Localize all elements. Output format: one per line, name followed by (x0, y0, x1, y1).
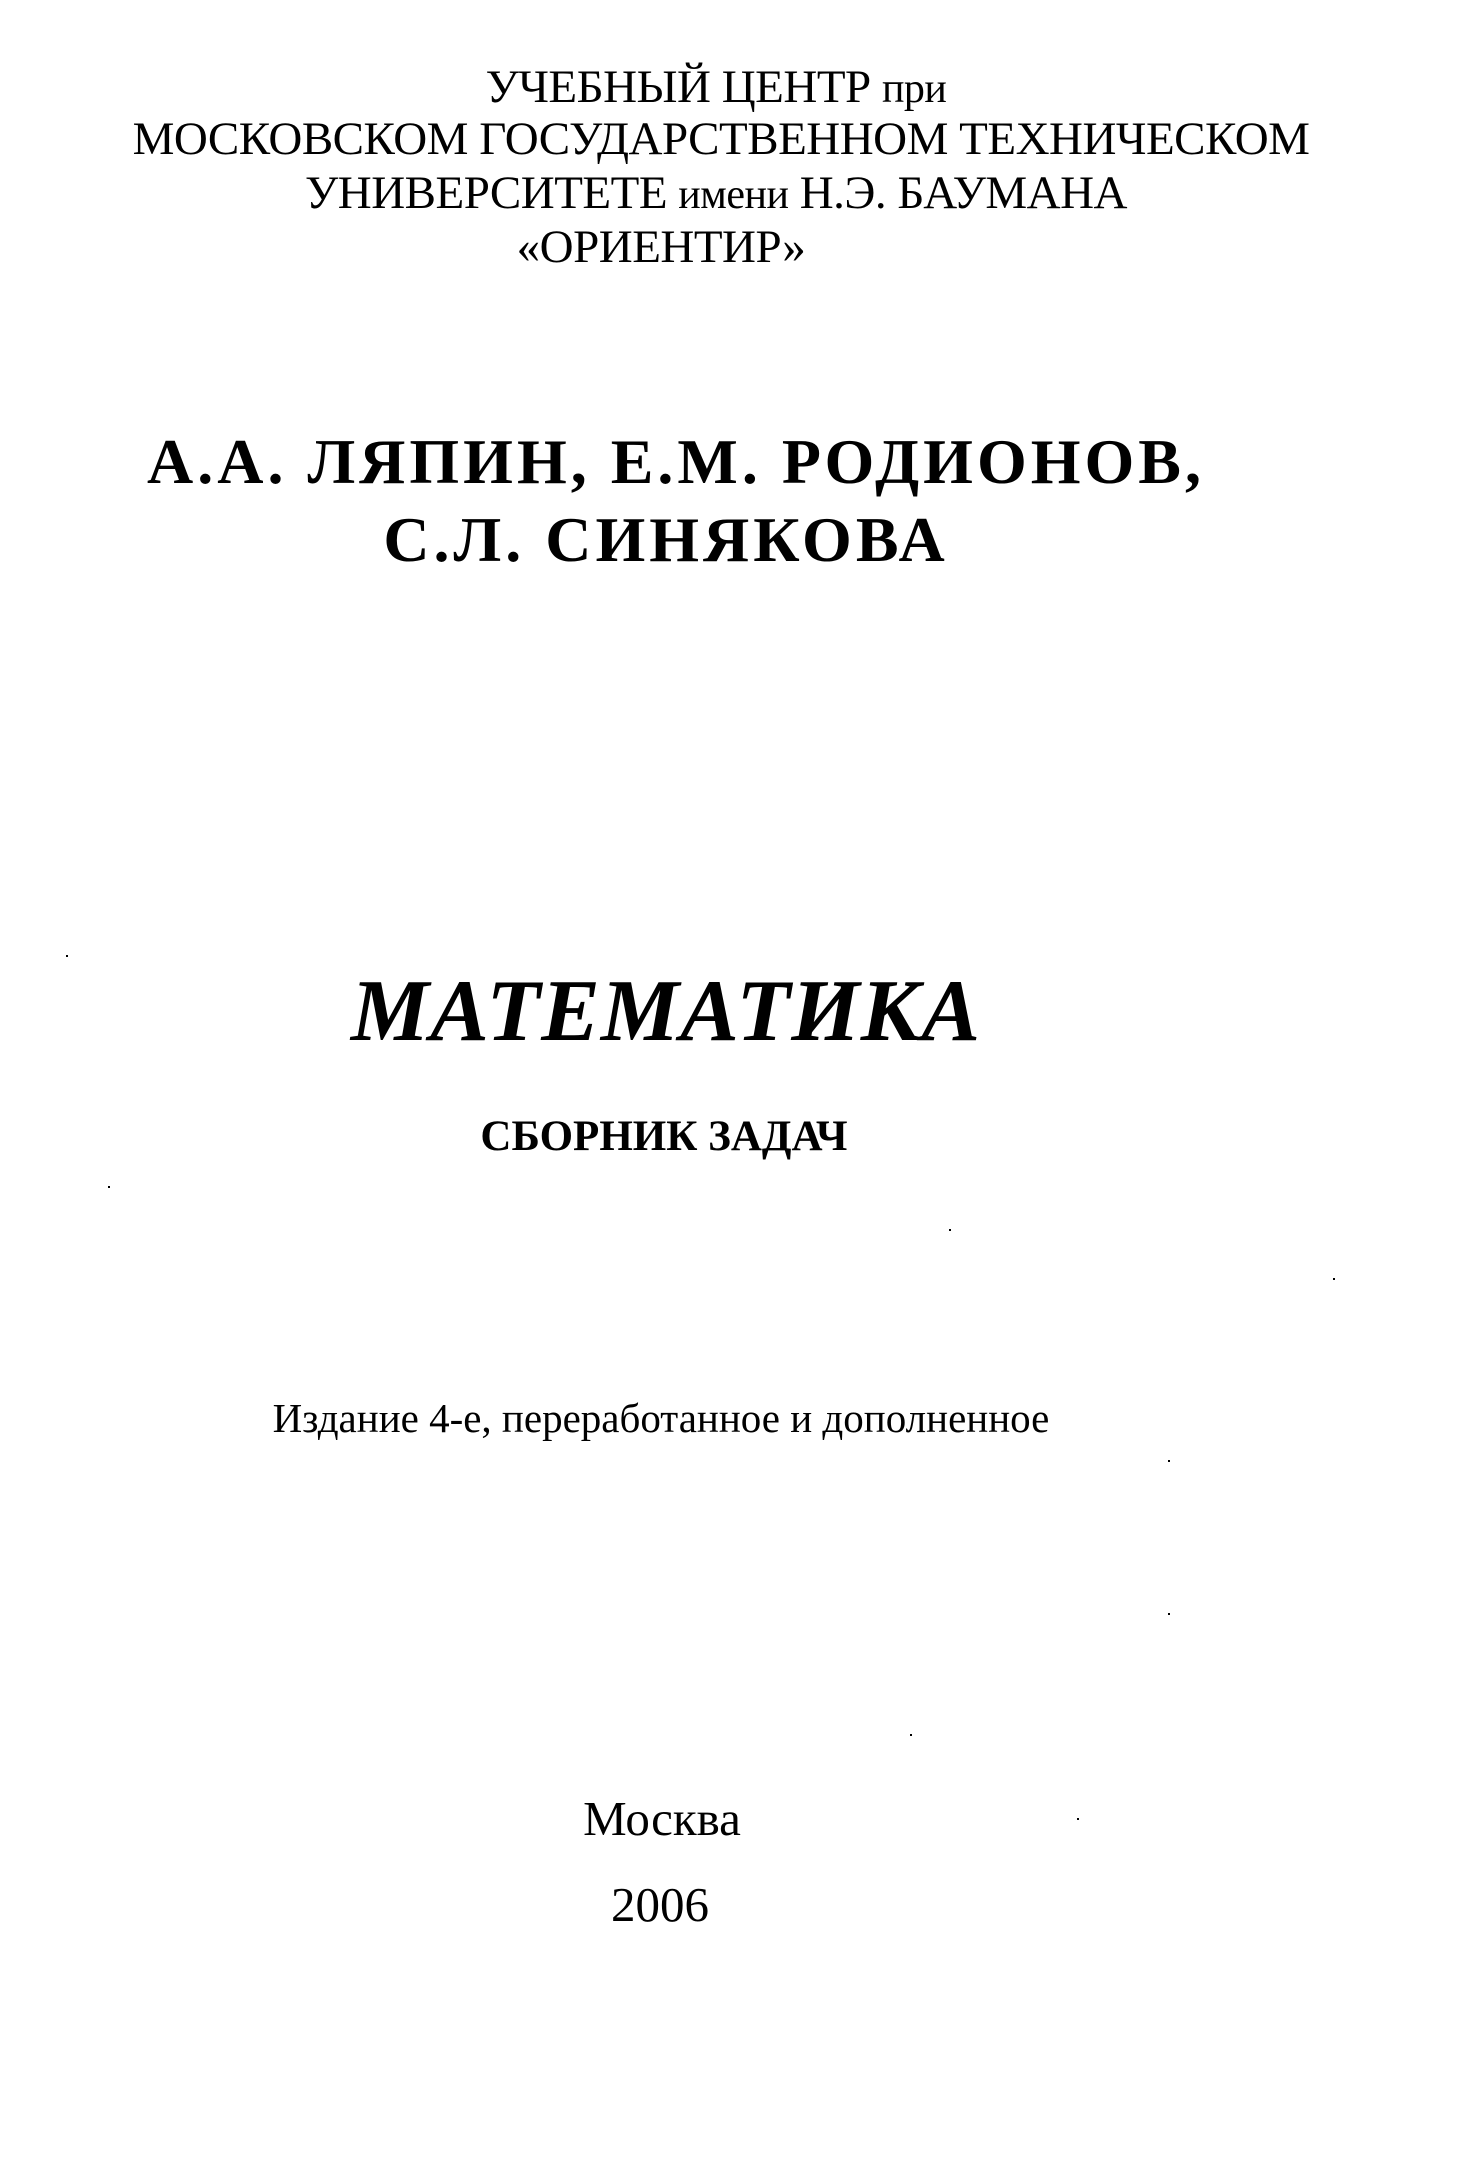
publisher-line-4: «ОРИЕНТИР» (516, 221, 806, 273)
scan-speck (66, 955, 68, 957)
publication-year: 2006 (611, 1877, 709, 1932)
publisher-preposition: при (881, 66, 947, 112)
scan-speck (1333, 1278, 1335, 1280)
scan-speck (108, 1186, 110, 1188)
authors-line-2: С.Л. СИНЯКОВА (383, 504, 949, 575)
publisher-center: УЧЕБНЫЙ ЦЕНТР (485, 61, 871, 113)
publisher-bauman: Н.Э. БАУМАНА (799, 167, 1127, 219)
book-title: МАТЕМАТИКА (350, 963, 982, 1060)
scan-speck (1168, 1460, 1170, 1462)
edition-note: Издание 4-е, переработанное и дополненное (272, 1395, 1050, 1441)
scan-speck (949, 1229, 951, 1231)
publisher-line-3 (0, 167, 1452, 219)
publisher-named: имени (678, 172, 789, 218)
authors-line-1: А.А. ЛЯПИН, Е.М. РОДИОНОВ, (147, 426, 1205, 497)
scan-speck (910, 1734, 912, 1736)
publication-city: Москва (583, 1791, 741, 1846)
publisher-university: УНИВЕРСИТЕТЕ (304, 167, 668, 219)
scan-speck (1077, 1818, 1079, 1820)
publisher-line-1 (0, 61, 1452, 113)
book-subtitle: СБОРНИК ЗАДАЧ (480, 1113, 848, 1160)
publisher-line-2: МОСКОВСКОМ ГОСУДАРСТВЕННОМ ТЕХНИЧЕСКОМ (132, 113, 1310, 165)
scan-speck (1168, 1613, 1170, 1615)
